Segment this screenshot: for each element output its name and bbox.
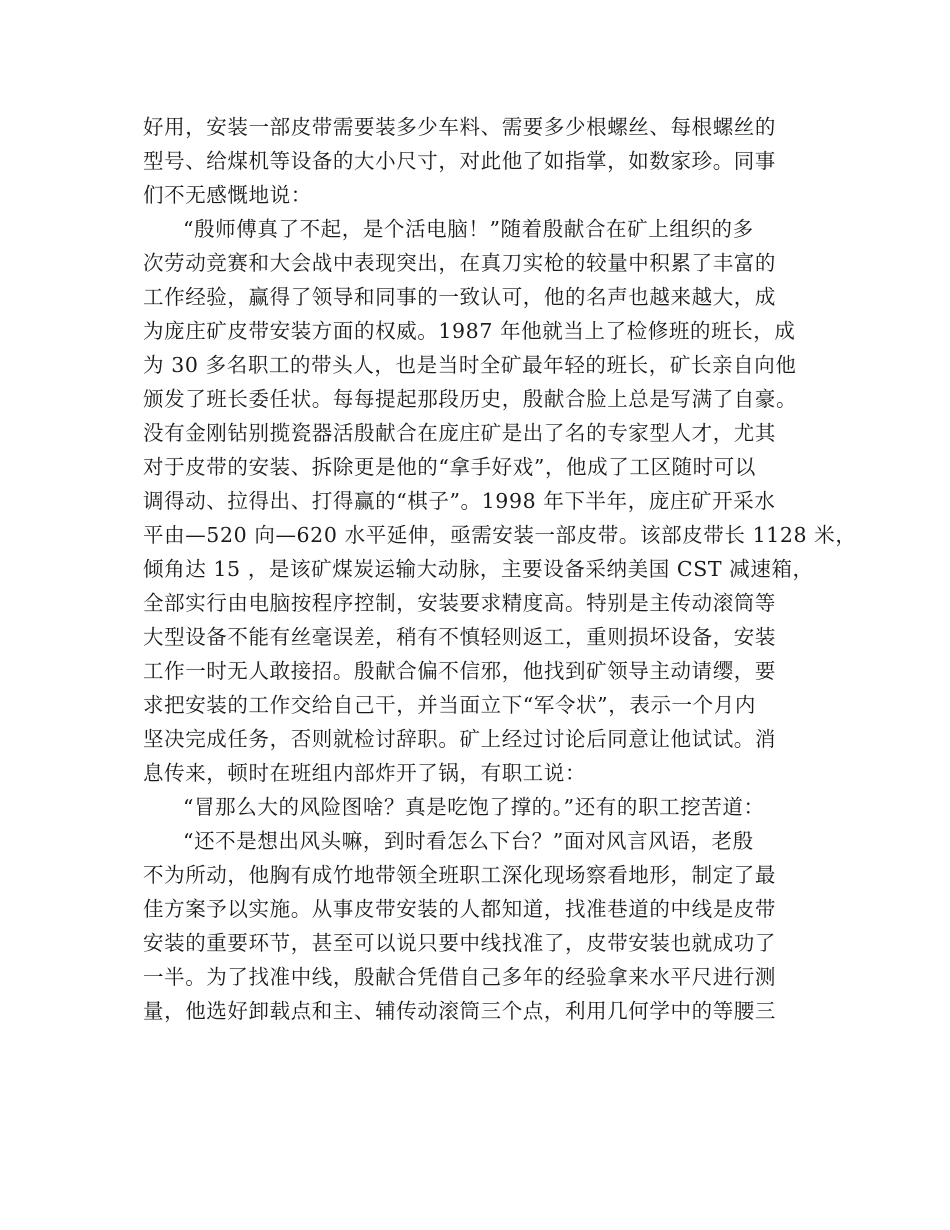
text-line: 倾角达 15 ，是该矿煤炭运输大动脉，主要设备采纳美国 CST 减速箱，: [143, 557, 814, 581]
text-line: 没有金刚钻别揽瓷器活殷献合在庞庄矿是出了名的专家型人才，尤其: [143, 421, 776, 445]
text-line: 好用，安装一部皮带需要装多少车料、需要多少根螺丝、每根螺丝的: [143, 115, 776, 139]
text-line: 一半。为了找准中线，殷献合凭借自己多年的经验拿来水平尺进行测: [143, 965, 776, 989]
text-line: 为 30 多名职工的带头人，也是当时全矿最年轻的班长，矿长亲自向他: [143, 353, 797, 377]
text-line: 次劳动竞赛和大会战中表现突出，在真刀实枪的较量中积累了丰富的: [143, 251, 776, 275]
text-line: 平由—520 向—620 水平延伸，亟需安装一部皮带。该部皮带长 1128 米，: [143, 523, 857, 547]
text-line: 工作一时无人敢接招。殷献合偏不信邪，他找到矿领导主动请缨，要: [143, 659, 776, 683]
text-line: 调得动、拉得出、打得赢的“棋子”。1998 年下半年，庞庄矿开采水: [143, 489, 776, 513]
text-line: 们不无感慨地说：: [143, 183, 312, 207]
paragraph-first-line: “还不是想出风头嘛，到时看怎么下台？”面对风言风语，老殷: [183, 829, 754, 853]
text-line: 颁发了班长委任状。每每提起那段历史，殷献合脸上总是写满了自豪。: [143, 387, 798, 411]
text-line: 安装的重要环节，甚至可以说只要中线找准了，皮带安装也就成功了: [143, 931, 776, 955]
paragraph-first-line: “冒那么大的风险图啥？真是吃饱了撑的。”还有的职工挖苦道：: [183, 795, 765, 819]
text-line: 不为所动，他胸有成竹地带领全班职工深化现场察看地形，制定了最: [143, 863, 776, 887]
text-line: 佳方案予以实施。从事皮带安装的人都知道，找准巷道的中线是皮带: [143, 897, 776, 921]
text-line: 息传来，顿时在班组内部炸开了锅，有职工说：: [143, 761, 587, 785]
paragraph-first-line: “殷师傅真了不起，是个活电脑！”随着殷献合在矿上组织的多: [183, 217, 754, 241]
text-line: 坚决完成任务，否则就检讨辞职。矿上经过讨论后同意让他试试。消: [143, 727, 776, 751]
text-line: 工作经验，赢得了领导和同事的一致认可，他的名声也越来越大，成: [143, 285, 776, 309]
text-line: 型号、给煤机等设备的大小尺寸，对此他了如指掌，如数家珍。同事: [143, 149, 776, 173]
text-line: 求把安装的工作交给自己干，并当面立下“军令状”，表示一个月内: [143, 693, 756, 717]
text-line: 为庞庄矿皮带安装方面的权威。1987 年他就当上了检修班的班长，成: [143, 319, 796, 343]
text-line: 大型设备不能有丝毫误差，稍有不慎轻则返工，重则损坏设备，安装: [143, 625, 776, 649]
text-line: 全部实行由电脑按程序控制，安装要求精度高。特别是主传动滚筒等: [143, 591, 776, 615]
text-line: 量，他选好卸载点和主、辅传动滚筒三个点，利用几何学中的等腰三: [143, 999, 776, 1023]
text-line: 对于皮带的安装、拆除更是他的“拿手好戏”，他成了工区随时可以: [143, 455, 756, 479]
document-body-text: [143, 110, 857, 1028]
